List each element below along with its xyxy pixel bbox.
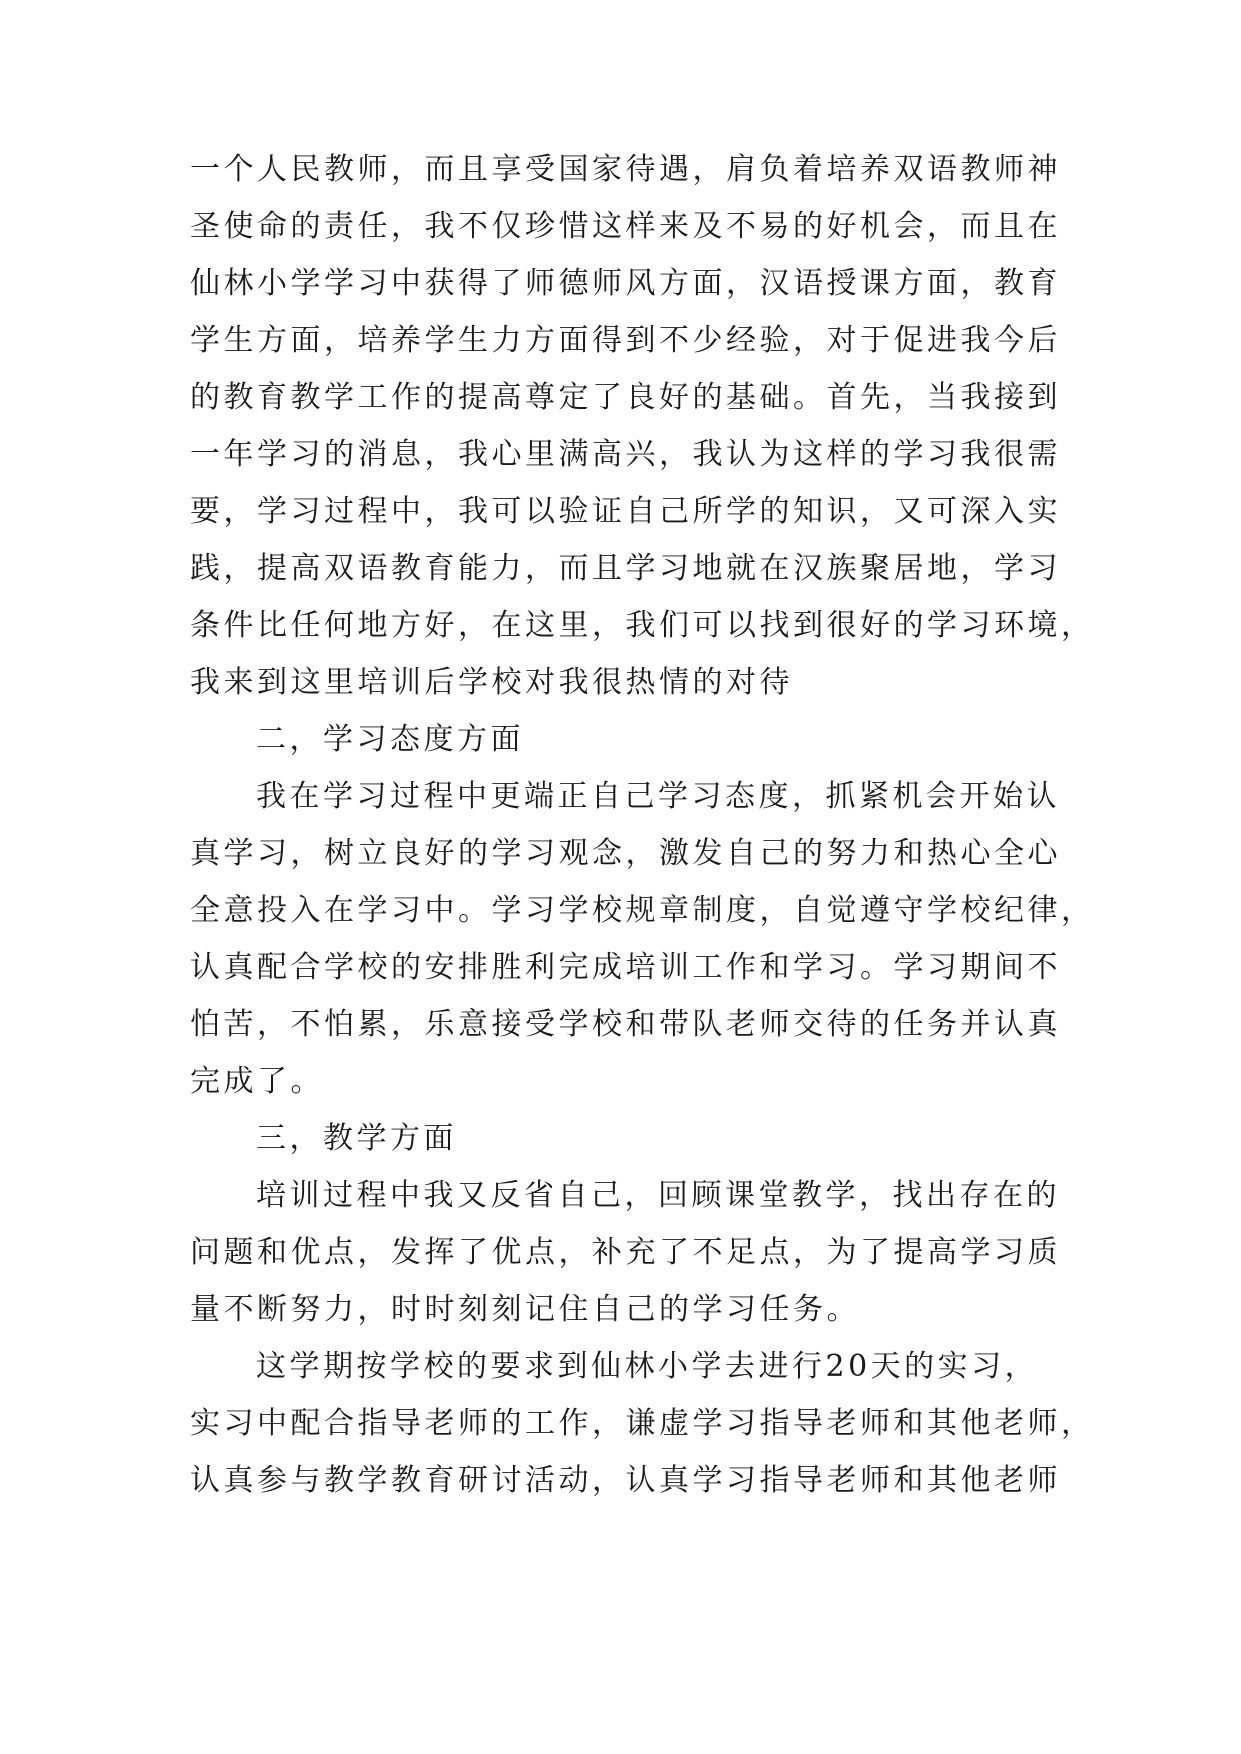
text-line: 要，学习过程中，我可以验证自己所学的知识，又可深入实 xyxy=(190,494,1061,529)
text-line: 我来到这里培训后学校对我很热情的对待 xyxy=(190,665,793,700)
text-line: 怕苦，不怕累，乐意接受学校和带队老师交待的任务并认真 xyxy=(190,1007,1061,1042)
text-line: 条件比任何地方好，在这里，我们可以找到很好的学习环境， xyxy=(190,608,1095,643)
text-line: 认真参与教学教育研讨活动，认真学习指导老师和其他老师 xyxy=(190,1463,1061,1498)
text-line: 认真配合学校的安排胜利完成培训工作和学习。学习期间不 xyxy=(190,950,1061,985)
text-line: 一个人民教师，而且享受国家待遇，肩负着培养双语教师神 xyxy=(190,152,1061,187)
text-line: 仙林小学学习中获得了师德师风方面，汉语授课方面，教育 xyxy=(190,266,1061,301)
text-line: 真学习，树立良好的学习观念，激发自己的努力和热心全心 xyxy=(190,836,1061,871)
text-line: 全意投入在学习中。学习学校规章制度，自觉遵守学校纪律， xyxy=(190,893,1095,928)
text-line: 的教育教学工作的提高尊定了良好的基础。首先，当我接到 xyxy=(190,380,1061,415)
text-line: 学生方面，培养学生力方面得到不少经验，对于促进我今后 xyxy=(190,323,1061,358)
section-heading: 二，学习态度方面 xyxy=(256,722,524,757)
text-line: 实习中配合指导老师的工作，谦虚学习指导老师和其他老师， xyxy=(190,1406,1095,1441)
text-line: 量不断努力，时时刻刻记住自己的学习任务。 xyxy=(190,1292,860,1327)
text-line: 这学期按学校的要求到仙林小学去进行20天的实习， xyxy=(256,1349,1039,1384)
text-line: 践，提高双语教育能力，而且学习地就在汉族聚居地，学习 xyxy=(190,551,1061,586)
text-line: 问题和优点，发挥了优点，补充了不足点，为了提高学习质 xyxy=(190,1235,1061,1270)
section-heading: 三，教学方面 xyxy=(256,1121,457,1156)
text-line: 一年学习的消息，我心里满高兴，我认为这样的学习我很需 xyxy=(190,437,1061,472)
text-line: 圣使命的责任，我不仅珍惜这样来及不易的好机会，而且在 xyxy=(190,209,1061,244)
text-line: 完成了。 xyxy=(190,1064,324,1099)
text-line: 我在学习过程中更端正自己学习态度，抓紧机会开始认 xyxy=(256,779,1060,814)
text-line: 培训过程中我又反省自己，回顾课堂教学，找出存在的 xyxy=(256,1178,1060,1213)
